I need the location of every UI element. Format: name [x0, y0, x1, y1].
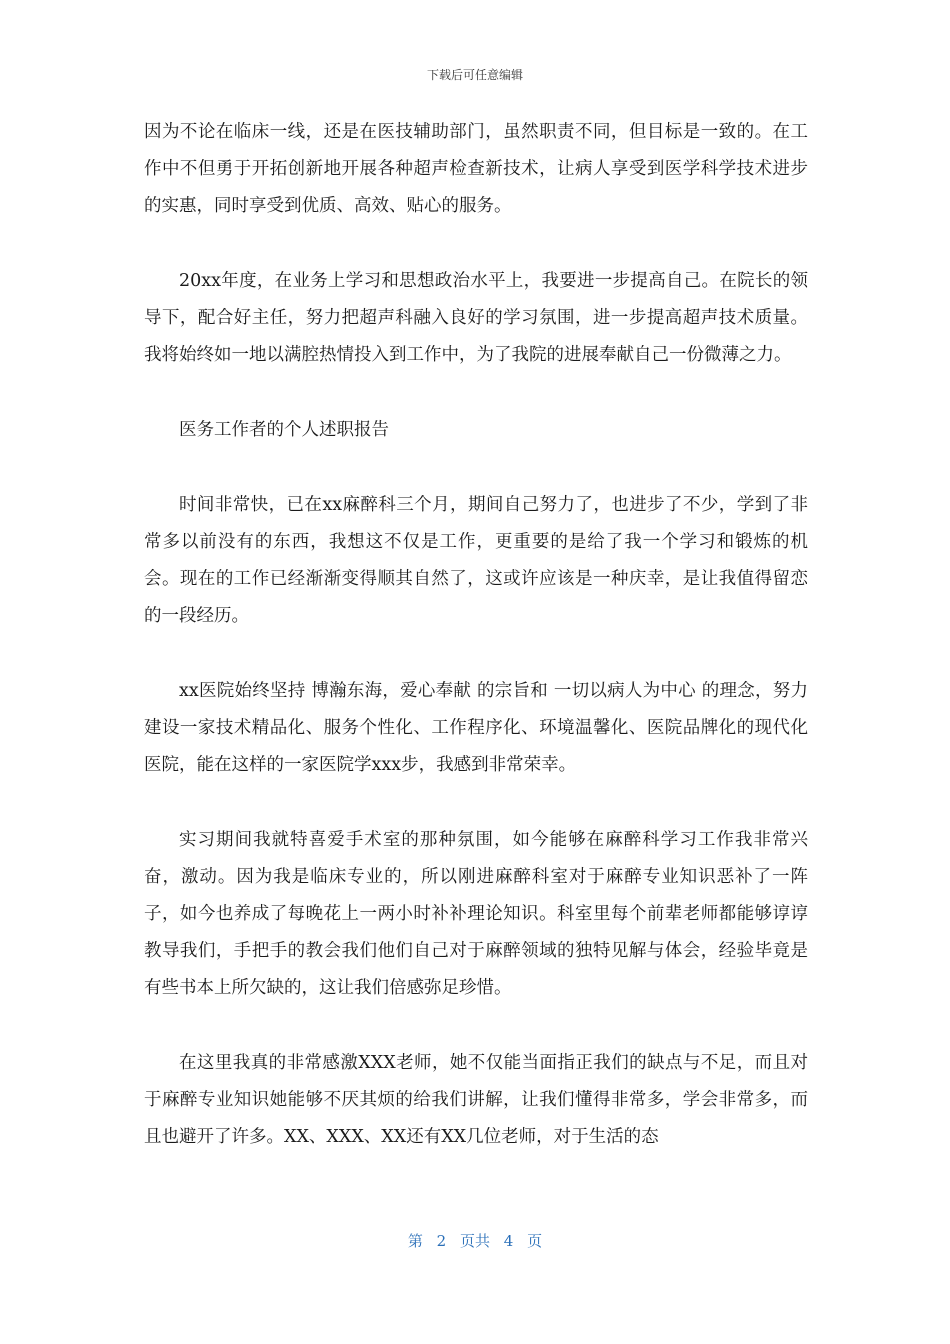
- footer-page-number: 2: [436, 1232, 447, 1250]
- footer-prefix: 第: [407, 1232, 423, 1250]
- paragraph-internship: 实习期间我就特喜爱手术室的那种氛围，如今能够在麻醉科学习工作我非常兴奋，激动。因为我是临床专业的，所以刚进麻醉科室对于麻醉专业知识恶补了一阵子，如今也养成了每晚花上一两小时补补理论知识。科室里每个前辈老师都能够谆谆教导我们，手把手的教会我们他们自己对于麻醉领域的独特见解与体会，经验毕竟是有些书本上所欠缺的，这让我们倍感弥足珍惜。: [144, 830, 808, 998]
- footer-total-pages: 4: [503, 1232, 514, 1250]
- paragraph-intro: 时间非常快，已在xx麻醉科三个月，期间自己努力了，也进步了不少，学到了非常多以前没有的东西，我想这不仅是工作，更重要的是给了我一个学习和锻炼的机会。现在的工作已经渐渐变得顺其自然了，这或许应该是一种庆幸，是让我值得留恋的一段经历。: [144, 495, 808, 626]
- paragraph-gratitude: 在这里我真的非常感激XXX老师，她不仅能当面指正我们的缺点与不足，而且对于麻醉专业知识她能够不厌其烦的给我们讲解，让我们懂得非常多，学会非常多，而且也避开了许多。XX、XXX、XX还有XX几位老师，对于生活的态: [144, 1053, 808, 1147]
- section-title: 医务工作者的个人述职报告: [179, 420, 389, 440]
- footer-middle: 页共: [459, 1232, 490, 1250]
- document-body: [144, 114, 808, 1194]
- page-footer: [0, 1230, 950, 1251]
- paragraph-continuation: 因为不论在临床一线，还是在医技辅助部门，虽然职责不同，但目标是一致的。在工作中不但勇于开拓创新地开展各种超声检查新技术，让病人享受到医学科学技术进步的实惠，同时享受到优质、高效、贴心的服务。: [144, 122, 808, 216]
- page-header: 下载后可任意编辑: [426, 68, 523, 82]
- paragraph-annual-plan: 20xx年度，在业务上学习和思想政治水平上，我要进一步提高自己。在院长的领导下，配合好主任，努力把超声科融入良好的学习氛围，进一步提高超声技术质量。我将始终如一地以满腔热情投入到工作中，为了我院的进展奉献自己一份微薄之力。: [144, 271, 808, 365]
- paragraph-hospital: xx医院始终坚持 博瀚东海，爱心奉献 的宗旨和 一切以病人为中心 的理念，努力建设一家技术精品化、服务个性化、工作程序化、环境温馨化、医院品牌化的现代化医院，能在这样的一家医院学xxx步，我感到非常荣幸。: [144, 681, 808, 775]
- footer-suffix: 页: [527, 1232, 543, 1250]
